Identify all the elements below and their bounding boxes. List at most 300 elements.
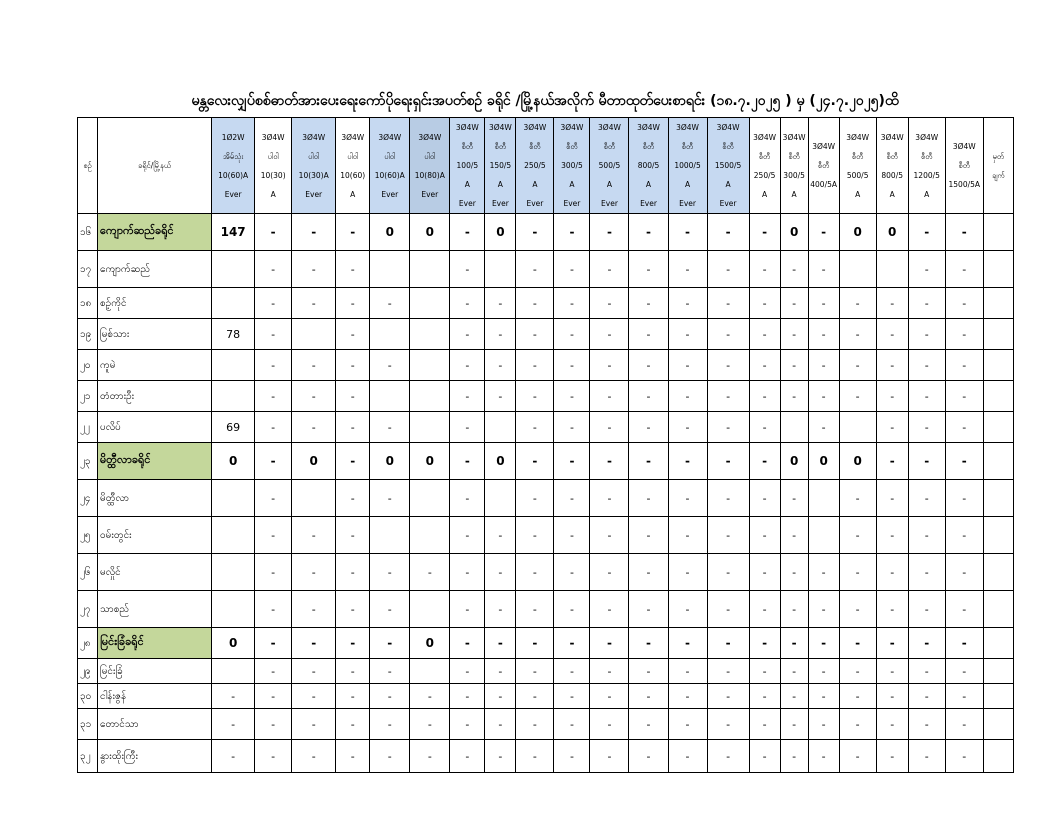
table-cell <box>292 319 336 350</box>
table-cell: - <box>808 709 839 740</box>
table-cell: - <box>554 709 590 740</box>
header-line: 100/5 <box>456 161 479 170</box>
table-cell: - <box>876 288 908 319</box>
table-cell: - <box>707 517 749 554</box>
table-cell: - <box>485 591 516 628</box>
table-cell: - <box>554 740 590 773</box>
header-line: ချက် <box>992 170 1005 180</box>
table-cell: - <box>707 412 749 443</box>
header-line: A <box>645 180 652 189</box>
table-cell: - <box>485 659 516 684</box>
table-cell: - <box>292 591 336 628</box>
table-cell: - <box>707 628 749 659</box>
table-cell: - <box>749 319 780 350</box>
header-line: စီတီ <box>886 151 898 161</box>
table-cell: - <box>945 480 983 517</box>
header-meter-type <box>908 118 945 214</box>
table-cell: - <box>808 554 839 591</box>
row-number: ၂၀ <box>78 350 98 381</box>
table-cell: - <box>945 251 983 288</box>
table-cell: - <box>668 288 707 319</box>
row-number: ၂၅ <box>78 517 98 554</box>
row-number: ၂၇ <box>78 591 98 628</box>
table-cell: - <box>707 350 749 381</box>
township-row <box>78 412 1014 443</box>
table-cell: - <box>668 480 707 517</box>
table-cell: - <box>668 319 707 350</box>
table-cell: - <box>292 251 336 288</box>
table-cell: - <box>255 214 292 251</box>
table-cell: - <box>780 288 808 319</box>
table-cell <box>983 684 1013 709</box>
township-row <box>78 709 1014 740</box>
table-cell: - <box>516 659 554 684</box>
table-cell: - <box>485 288 516 319</box>
table-cell: - <box>554 214 590 251</box>
table-cell: - <box>780 628 808 659</box>
table-cell: - <box>336 350 370 381</box>
header-line: Ever <box>381 189 399 199</box>
row-number: ၁၆ <box>78 214 98 251</box>
row-district-name: မိတ္ထီလာ <box>98 480 212 517</box>
township-row <box>78 740 1014 773</box>
table-cell: 69 <box>212 412 255 443</box>
table-cell: - <box>485 740 516 773</box>
header-line: စီတီ <box>958 161 971 170</box>
page-title: မန္တလေးလျှပ်စစ်ဓာတ်အားပေးရေးကော်ပိုရေးရှင်းအပတ်စဉ် ခရိုင် /မြို့နယ်အလိုက် မီတာထုတ်ပေးစာရင်း (၁၈.၇.၂၀၂၅ ) မှ (၂၄.၇.၂၀၂၅)ထိ <box>191 93 899 109</box>
header-line: အိမ်သုံး <box>222 151 244 161</box>
table-cell: - <box>450 480 485 517</box>
table-cell: - <box>255 350 292 381</box>
header-meter-type <box>336 118 370 214</box>
row-district-name: နွားထိုးကြီး <box>98 740 212 773</box>
header-line: Ever <box>224 189 242 199</box>
table-cell: - <box>629 684 668 709</box>
table-cell: 0 <box>410 214 450 251</box>
table-cell: - <box>707 591 749 628</box>
table-cell <box>780 412 808 443</box>
table-cell: - <box>554 684 590 709</box>
header-line: ပါဝါ <box>308 151 320 161</box>
table-cell: - <box>707 709 749 740</box>
table-cell: - <box>516 554 554 591</box>
header-line: A <box>350 189 356 199</box>
header-line: 3Ø4W <box>261 132 285 142</box>
table-cell: - <box>410 684 450 709</box>
table-cell: - <box>707 251 749 288</box>
header-line: 10(60) <box>340 170 366 180</box>
table-cell: - <box>749 709 780 740</box>
table-cell: - <box>876 381 908 412</box>
table-cell: - <box>629 319 668 350</box>
table-cell: - <box>450 709 485 740</box>
table-cell: - <box>629 591 668 628</box>
table-cell: 0 <box>212 628 255 659</box>
table-cell: - <box>707 740 749 773</box>
table-cell: - <box>668 412 707 443</box>
header-line: စီတီ <box>788 151 800 161</box>
table-cell: - <box>749 214 780 251</box>
row-number: ၂၃ <box>78 443 98 480</box>
table-cell: - <box>808 214 839 251</box>
table-cell: - <box>590 288 629 319</box>
table-cell: - <box>707 214 749 251</box>
table-cell <box>983 554 1013 591</box>
header-line: 3Ø4W <box>560 123 584 132</box>
table-cell: - <box>485 554 516 591</box>
header-no: စဉ် <box>78 118 98 214</box>
table-cell: - <box>749 251 780 288</box>
table-cell: 0 <box>410 443 450 480</box>
table-cell: - <box>590 517 629 554</box>
header-line: 3Ø4W <box>812 142 836 151</box>
table-cell: - <box>336 412 370 443</box>
header-line: 3Ø4W <box>880 132 904 142</box>
header-meter-type <box>485 118 516 214</box>
table-cell <box>485 480 516 517</box>
header-line: 3Ø4W <box>488 123 512 132</box>
table-cell: - <box>554 350 590 381</box>
table-cell <box>292 480 336 517</box>
row-district-name: မြင်းခြံခရိုင် <box>98 628 212 659</box>
header-line: စီတီ <box>920 151 933 161</box>
row-number: ၁၉ <box>78 319 98 350</box>
table-cell <box>983 350 1013 381</box>
table-cell <box>370 251 410 288</box>
table-cell: - <box>485 319 516 350</box>
table-cell <box>410 319 450 350</box>
header-line: 3Ø4W <box>915 132 939 142</box>
table-cell: - <box>808 684 839 709</box>
header-line: စီတီ <box>494 142 507 151</box>
row-district-name: ကူမဲ <box>98 350 212 381</box>
table-cell: - <box>908 659 945 684</box>
table-cell: - <box>336 591 370 628</box>
table-cell: - <box>876 319 908 350</box>
table-cell: - <box>292 381 336 412</box>
table-cell: - <box>212 684 255 709</box>
table-cell: - <box>516 591 554 628</box>
header-line: စီတီ <box>758 151 771 161</box>
table-cell: - <box>908 350 945 381</box>
table-cell: - <box>590 319 629 350</box>
table-cell: - <box>336 517 370 554</box>
row-district-name: မိတ္ထီလာခရိုင် <box>98 443 212 480</box>
table-cell: - <box>945 709 983 740</box>
table-cell: - <box>292 350 336 381</box>
header-remarks <box>983 118 1013 214</box>
district-row <box>78 628 1014 659</box>
header-line: A <box>464 180 470 189</box>
table-cell: - <box>780 480 808 517</box>
header-line: 1Ø2W <box>221 132 245 142</box>
table-cell: - <box>908 554 945 591</box>
header-line: 10(60)A <box>218 170 249 180</box>
table-cell: - <box>590 251 629 288</box>
table-cell <box>212 288 255 319</box>
table-cell: - <box>485 628 516 659</box>
table-cell: - <box>629 554 668 591</box>
table-cell: - <box>255 319 292 350</box>
table-cell: - <box>370 659 410 684</box>
table-cell: - <box>255 684 292 709</box>
table-cell: - <box>255 659 292 684</box>
table-cell: - <box>908 443 945 480</box>
table-cell: - <box>945 591 983 628</box>
header-line: စီတီ <box>851 151 864 161</box>
header-line: Ever <box>458 199 476 208</box>
table-cell: - <box>255 554 292 591</box>
table-cell: - <box>629 288 668 319</box>
table-cell: 0 <box>410 628 450 659</box>
table-cell: - <box>908 684 945 709</box>
header-meter-type <box>808 118 839 214</box>
row-number: ၂၄ <box>78 480 98 517</box>
table-cell <box>212 480 255 517</box>
header-line: စီတီ <box>566 142 578 151</box>
header-line: A <box>889 189 895 199</box>
table-cell: - <box>516 381 554 412</box>
table-cell: 147 <box>212 214 255 251</box>
table-cell: - <box>668 684 707 709</box>
table-cell: - <box>554 319 590 350</box>
header-district: ခရိုင်/မြို့နယ် <box>98 118 212 214</box>
table-cell: - <box>749 591 780 628</box>
row-district-name: ကျောက်ဆည် <box>98 251 212 288</box>
table-cell: - <box>780 381 808 412</box>
header-meter-type <box>554 118 590 214</box>
row-number: ၂၈ <box>78 628 98 659</box>
table-cell: - <box>945 628 983 659</box>
row-number: ၁၇ <box>78 251 98 288</box>
table-cell: - <box>945 740 983 773</box>
table-cell: - <box>370 709 410 740</box>
table-cell: - <box>590 740 629 773</box>
table-cell: - <box>629 350 668 381</box>
table-cell: - <box>749 628 780 659</box>
table-cell: - <box>908 517 945 554</box>
table-cell: - <box>908 709 945 740</box>
table-cell: - <box>255 251 292 288</box>
table-cell: - <box>839 480 876 517</box>
table-cell: - <box>780 659 808 684</box>
table-cell: - <box>839 659 876 684</box>
table-cell: - <box>780 517 808 554</box>
table-cell: - <box>945 350 983 381</box>
table-cell: - <box>780 251 808 288</box>
row-number: ၃၂ <box>78 740 98 773</box>
table-cell: - <box>336 288 370 319</box>
header-line: 300/5 <box>783 170 805 180</box>
table-cell: - <box>292 628 336 659</box>
table-body <box>78 214 1014 773</box>
table-cell: - <box>629 214 668 251</box>
table-cell: 0 <box>292 443 336 480</box>
header-line: 3Ø4W <box>523 123 547 132</box>
table-cell <box>983 709 1013 740</box>
header-line: စီတီ <box>461 142 474 151</box>
table-cell: - <box>876 591 908 628</box>
table-cell: - <box>516 251 554 288</box>
table-cell: - <box>554 443 590 480</box>
table-cell: - <box>516 319 554 350</box>
table-cell: - <box>450 214 485 251</box>
header-line: 3Ø4W <box>676 123 699 132</box>
row-number: ၁၈ <box>78 288 98 319</box>
table-cell: - <box>590 480 629 517</box>
table-cell: - <box>590 684 629 709</box>
header-line: 250/5 <box>753 170 776 180</box>
table-cell: - <box>629 251 668 288</box>
table-cell: - <box>370 628 410 659</box>
table-cell: - <box>485 381 516 412</box>
table-cell: - <box>410 554 450 591</box>
table-cell: - <box>808 740 839 773</box>
table-cell: - <box>780 554 808 591</box>
table-cell: - <box>292 288 336 319</box>
table-cell: - <box>908 251 945 288</box>
table-cell: - <box>876 740 908 773</box>
table-cell: - <box>839 350 876 381</box>
table-cell: - <box>808 350 839 381</box>
table-cell: - <box>336 251 370 288</box>
header-line: Ever <box>305 189 323 199</box>
table-cell: - <box>629 517 668 554</box>
table-cell: - <box>808 628 839 659</box>
district-row <box>78 443 1014 480</box>
table-cell: - <box>908 381 945 412</box>
table-cell: - <box>410 709 450 740</box>
table-cell: - <box>945 659 983 684</box>
header-meter-type <box>707 118 749 214</box>
row-district-name: စဉ့်ကိုင် <box>98 288 212 319</box>
table-cell: - <box>908 288 945 319</box>
table-cell: - <box>908 480 945 517</box>
table-cell <box>410 350 450 381</box>
row-district-name: သာစည် <box>98 591 212 628</box>
table-cell <box>983 628 1013 659</box>
table-cell: - <box>629 443 668 480</box>
table-cell: - <box>808 412 839 443</box>
table-cell: 0 <box>780 443 808 480</box>
table-cell: - <box>668 251 707 288</box>
header-meter-type <box>945 118 983 214</box>
header-line: 500/5 <box>846 170 869 180</box>
table-cell: - <box>668 709 707 740</box>
header-meter-type <box>839 118 876 214</box>
header-line: A <box>497 180 503 189</box>
table-cell: - <box>516 740 554 773</box>
table-cell: - <box>707 684 749 709</box>
header-line: 3Ø4W <box>716 123 740 132</box>
row-number: ၂၁ <box>78 381 98 412</box>
table-cell: - <box>590 659 629 684</box>
header-line: 3Ø4W <box>598 123 621 132</box>
table-cell <box>485 251 516 288</box>
table-cell: - <box>255 381 292 412</box>
table-cell: - <box>450 628 485 659</box>
table-cell: 0 <box>808 443 839 480</box>
table-cell: - <box>516 214 554 251</box>
header-line: A <box>532 180 538 189</box>
table-cell: - <box>590 381 629 412</box>
header-line: 3Ø4W <box>418 132 442 142</box>
table-cell <box>983 443 1013 480</box>
table-cell <box>983 517 1013 554</box>
header-line: စီတီ <box>529 142 541 151</box>
table-cell: - <box>780 350 808 381</box>
table-cell: - <box>516 350 554 381</box>
table-cell: - <box>336 480 370 517</box>
table-cell <box>410 381 450 412</box>
table-cell: - <box>336 214 370 251</box>
table-cell: - <box>450 659 485 684</box>
table-cell: - <box>749 412 780 443</box>
table-cell: - <box>839 319 876 350</box>
table-cell: - <box>876 709 908 740</box>
table-cell: - <box>370 288 410 319</box>
table-cell: - <box>839 628 876 659</box>
table-cell: - <box>629 709 668 740</box>
header-line: 3Ø4W <box>952 142 976 151</box>
header-line: စီတီ <box>817 161 830 170</box>
table-cell <box>212 350 255 381</box>
table-cell: - <box>839 288 876 319</box>
table-cell: - <box>554 554 590 591</box>
row-number: ၂၆ <box>78 554 98 591</box>
table-cell: - <box>516 517 554 554</box>
table-cell <box>410 591 450 628</box>
table-cell <box>212 517 255 554</box>
table-cell: - <box>336 709 370 740</box>
table-cell <box>983 740 1013 773</box>
table-cell: - <box>450 350 485 381</box>
header-line: A <box>855 189 861 199</box>
table-cell: - <box>336 740 370 773</box>
table-cell <box>410 659 450 684</box>
table-cell: - <box>370 740 410 773</box>
table-cell: - <box>590 412 629 443</box>
table-cell: - <box>707 443 749 480</box>
table-cell: - <box>516 412 554 443</box>
table-cell <box>983 288 1013 319</box>
table-cell <box>212 554 255 591</box>
table-cell: - <box>255 288 292 319</box>
header-meter-type <box>876 118 908 214</box>
table-cell: - <box>668 517 707 554</box>
header-line: ပါဝါ <box>384 151 396 161</box>
table-cell: - <box>450 443 485 480</box>
table-cell: - <box>516 628 554 659</box>
header-line: A <box>725 180 731 189</box>
header-line: 10(30)A <box>298 170 329 180</box>
header-line: 800/5 <box>637 161 660 170</box>
table-cell: - <box>336 659 370 684</box>
table-cell: 0 <box>212 443 255 480</box>
table-cell: - <box>839 381 876 412</box>
table-cell: - <box>255 517 292 554</box>
table-cell: - <box>668 628 707 659</box>
table-cell: - <box>749 443 780 480</box>
table-cell: - <box>370 412 410 443</box>
table-cell: - <box>590 350 629 381</box>
table-cell: - <box>839 591 876 628</box>
table-cell <box>370 319 410 350</box>
header-line: 10(30) <box>260 170 286 180</box>
table-cell: - <box>336 381 370 412</box>
township-row <box>78 288 1014 319</box>
table-cell: - <box>876 517 908 554</box>
